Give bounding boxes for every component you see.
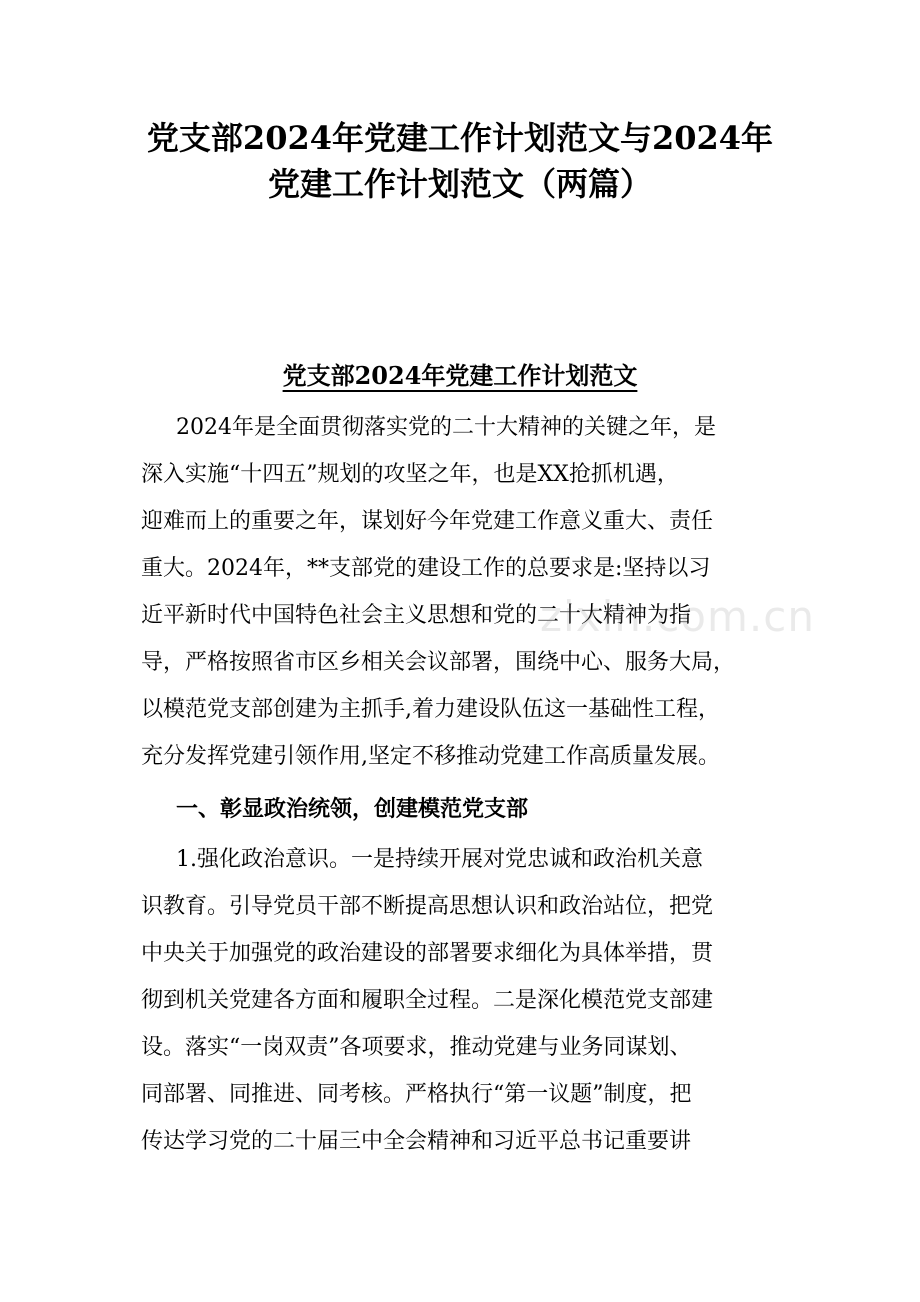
watermark: zixin.com.cn: [540, 592, 815, 641]
body-line: 以模范党支部创建为主抓手,着力建设队伍这一基础性工程，: [141, 697, 720, 722]
body-line: 迎难而上的重要之年，谋划好今年党建工作意义重大、责任: [141, 509, 714, 534]
body-line: 传达学习党的二十届三中全会精神和习近平总书记重要讲: [141, 1129, 692, 1154]
body-line: 导，严格按照省市区乡相关会议部署，围绕中心、服务大局，: [141, 650, 736, 675]
body-line: 充分发挥党建引领作用,坚定不移推动党建工作高质量发展。: [141, 744, 720, 769]
document-title-line-1: 党支部2024年党建工作计划范文与2024年: [146, 119, 774, 157]
document-title-line-2: 党建工作计划范文（两篇）: [267, 165, 652, 203]
body-line: 彻到机关党建各方面和履职全过程。二是深化模范党支部建: [141, 988, 714, 1013]
body-line: 设。落实“一岗双责”各项要求，推动党建与业务同谋划、: [141, 1035, 692, 1060]
body-line: 同部署、同推进、同考核。严格执行“第一议题”制度，把: [141, 1082, 692, 1107]
body-line: 中央关于加强党的政治建设的部署要求细化为具体举措，贯: [141, 941, 714, 966]
body-line: 重大。2024年，**支部党的建设工作的总要求是:坚持以习: [141, 556, 711, 581]
section-subtitle: [100, 356, 820, 396]
body-line: 深入实施“十四五”规划的攻坚之年，也是XX抢抓机遇，: [141, 462, 679, 487]
body-line: 识教育。引导党员干部不断提高思想认识和政治站位，把党: [141, 894, 714, 919]
body-line: 近平新时代中国特色社会主义思想和党的二十大精神为指: [141, 603, 692, 628]
subtitle-text: 党支部2024年党建工作计划范文: [282, 361, 638, 390]
section-heading: 一、彰显政治统领，创建模范党支部: [176, 796, 529, 822]
body-line: 2024年是全面贯彻落实党的二十大精神的关键之年，是: [176, 415, 716, 440]
body-line: 1.强化政治意识。一是持续开展对党忠诚和政治机关意: [176, 847, 703, 872]
